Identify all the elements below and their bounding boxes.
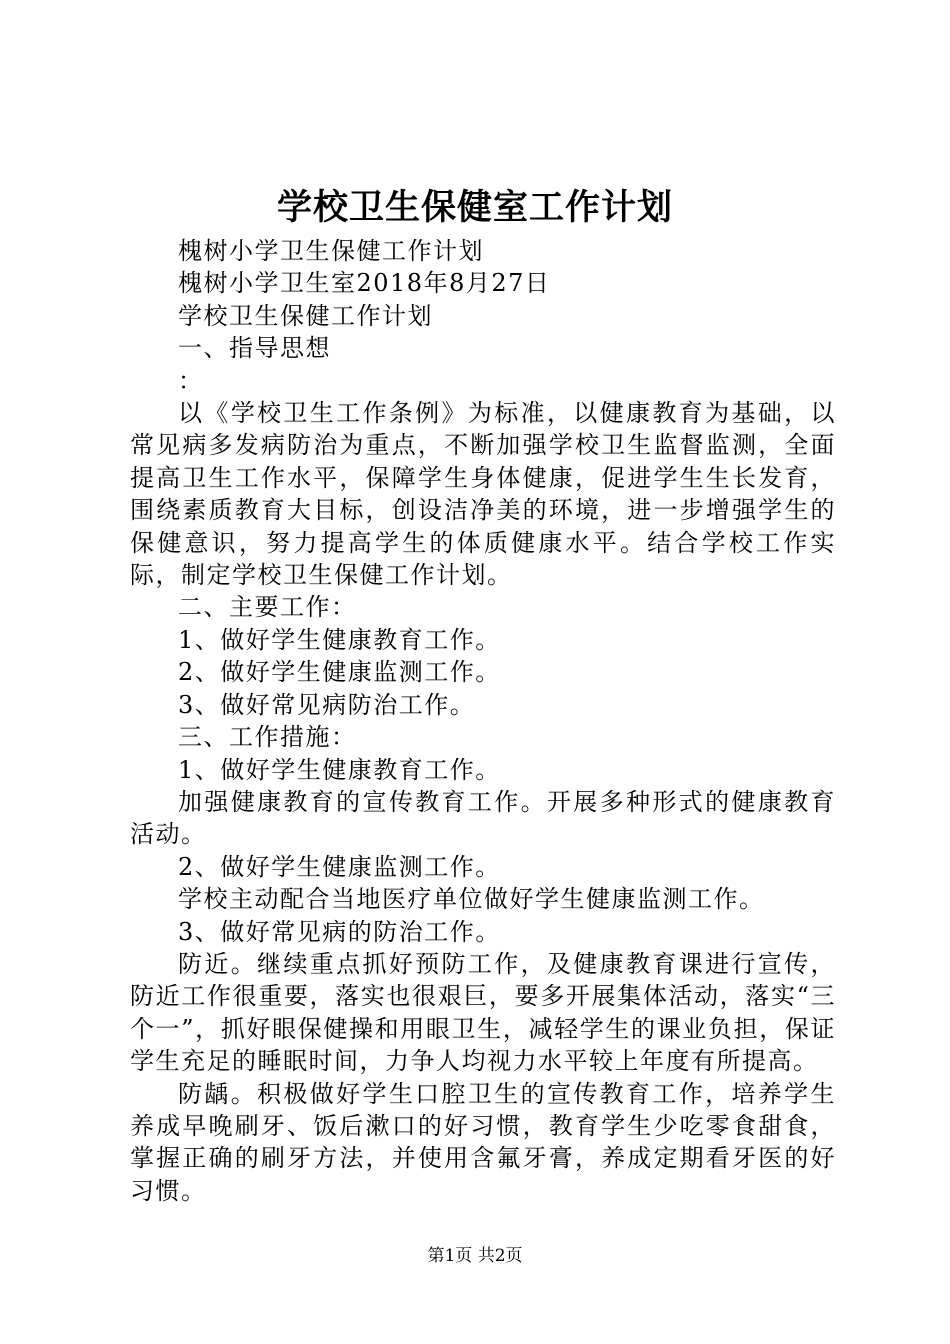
paragraph: 学校主动配合当地医疗单位做好学生健康监测工作。 xyxy=(178,885,765,914)
paragraph: 加强健康教育的宣传教育工作。开展多种形式的健康教育活动。 xyxy=(130,787,836,849)
list-item: 2、做好学生健康监测工作。 xyxy=(178,852,501,881)
document-title: 学校卫生保健室工作计划 xyxy=(276,187,673,228)
section-heading: 一、指导思想 xyxy=(178,334,331,363)
document-body xyxy=(130,235,836,1207)
paragraph: 学校卫生保健工作计划 xyxy=(178,301,433,330)
section-heading: 二、主要工作： xyxy=(178,593,357,622)
list-item: 1、做好学生健康教育工作。 xyxy=(178,625,501,654)
paragraph: 槐树小学卫生室2018年8月27日 xyxy=(178,269,551,298)
page-footer: 第1页 共2页 xyxy=(427,1246,523,1266)
paragraph: 以《学校卫生工作条例》为标准，以健康教育为基础，以常见病多发病防治为重点，不断加强学校卫生监督监测，全面提高卫生工作水平，保障学生身体健康，促进学生生长发育，围绕素质教育大目标，创设洁净美的环境，进一步增强学生的保健意识，努力提高学生的体质健康水平。结合学校工作实际，制定学校卫生保健工作计划。 xyxy=(130,399,836,590)
list-item: 2、做好学生健康监测工作。 xyxy=(178,658,501,687)
paragraph: ： xyxy=(178,366,204,395)
paragraph: 防近。继续重点抓好预防工作，及健康教育课进行宣传，防近工作很重要，落实也很艰巨，要多开展集体活动，落实“三个一”，抓好眼保健操和用眼卫生，减轻学生的课业负担，保证学生充足的睡眠时间，力争人均视力水平较上年度有所提高。 xyxy=(130,949,836,1076)
paragraph: 槐树小学卫生保健工作计划 xyxy=(178,237,484,265)
list-item: 3、做好常见病防治工作。 xyxy=(178,690,476,719)
list-item: 3、做好常见病的防治工作。 xyxy=(178,917,501,946)
paragraph: 防龋。积极做好学生口腔卫生的宣传教育工作，培养学生养成早晚刷牙、饭后漱口的好习惯，教育学生少吃零食甜食，掌握正确的刷牙方法，并使用含氟牙膏，养成定期看牙医的好习惯。 xyxy=(130,1079,836,1205)
list-item: 1、做好学生健康教育工作。 xyxy=(178,755,501,784)
section-heading: 三、工作措施： xyxy=(178,723,357,752)
